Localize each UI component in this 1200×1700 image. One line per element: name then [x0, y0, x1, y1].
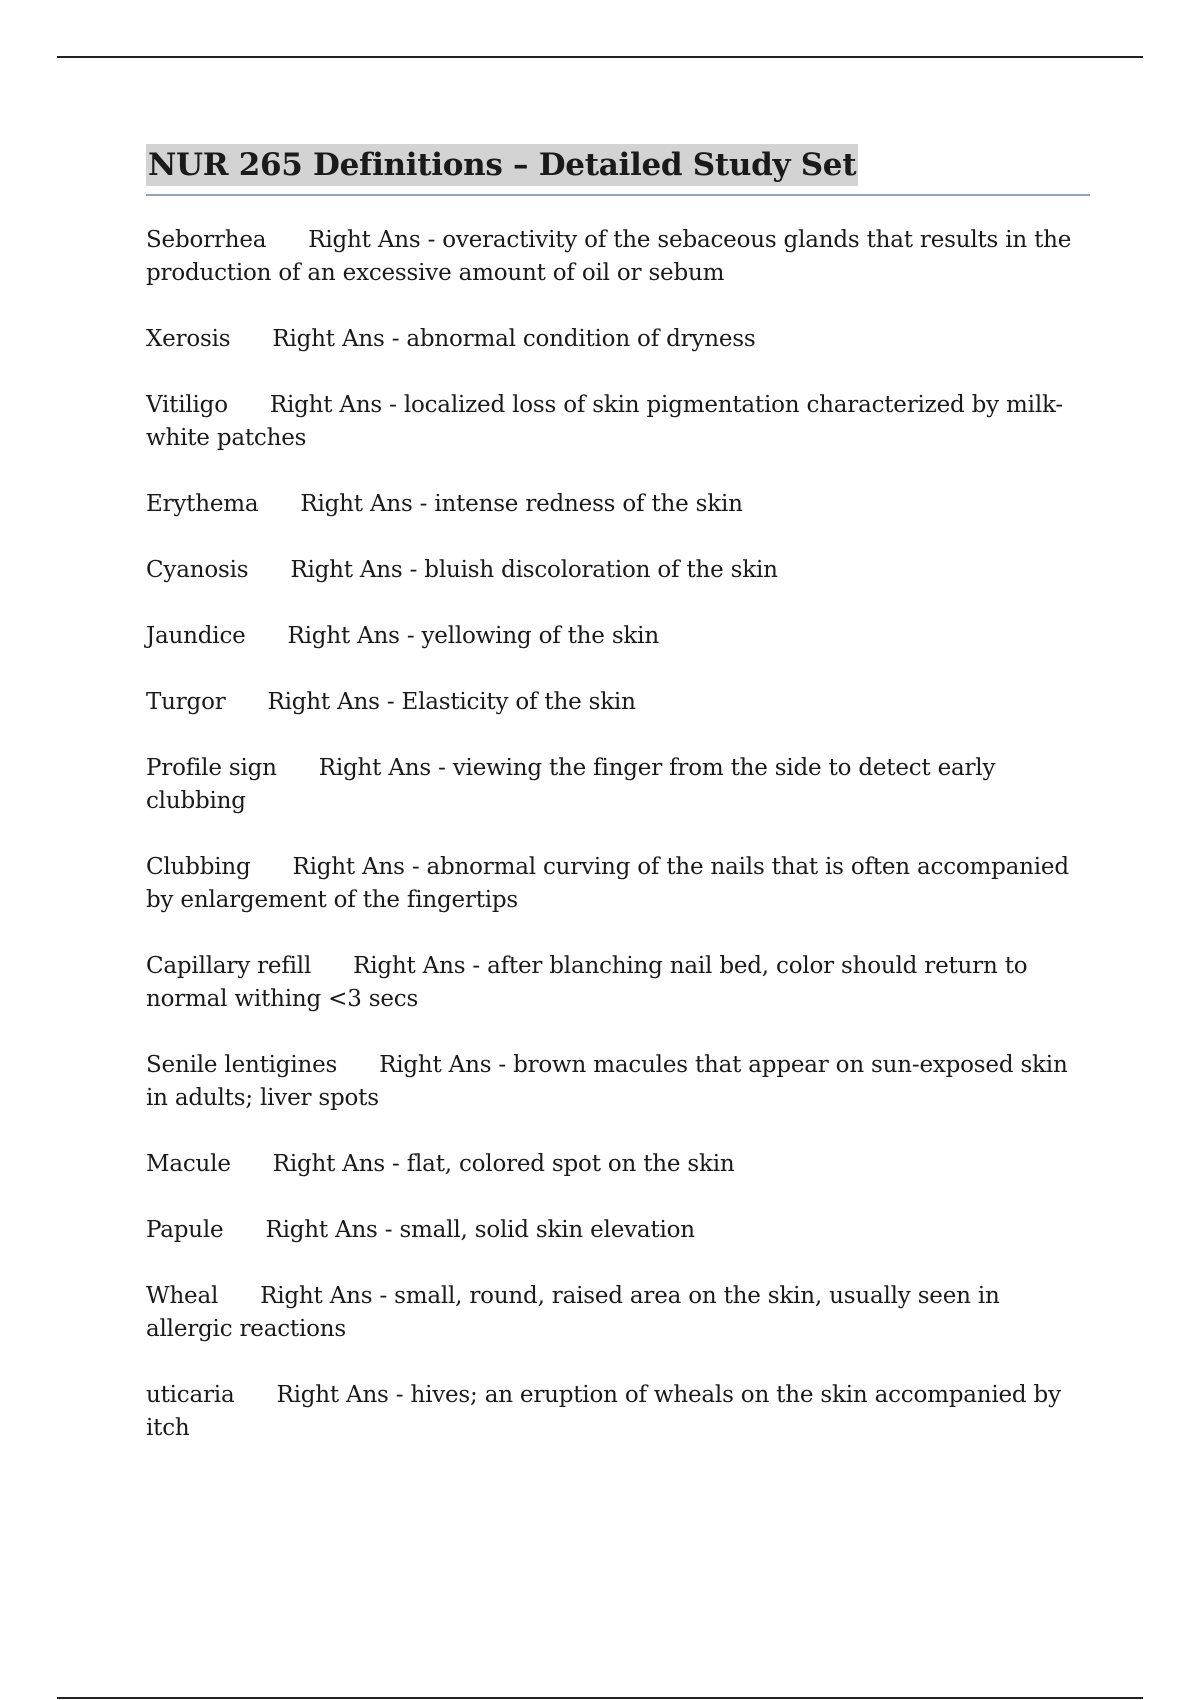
definition-term: Macule	[146, 1151, 231, 1177]
definition-term: Erythema	[146, 491, 259, 517]
definition-answer: Right Ans - viewing the finger from the side to detect early clubbing	[146, 755, 996, 814]
definition-term: Wheal	[146, 1283, 219, 1309]
definition-answer: Right Ans - hives; an eruption of wheals on the skin accompanied by itch	[146, 1382, 1061, 1441]
definition-term: Capillary refill	[146, 953, 312, 979]
definition-term: Papule	[146, 1217, 224, 1243]
definition-entry	[146, 1148, 1090, 1181]
title-block	[146, 144, 1090, 196]
definition-term: Xerosis	[146, 326, 231, 352]
definition-answer: Right Ans - after blanching nail bed, color should return to normal withing <3 secs	[146, 953, 1028, 1012]
definition-answer: Right Ans - abnormal condition of dryness	[272, 326, 756, 352]
page-top-rule	[57, 56, 1143, 58]
definition-term: Profile sign	[146, 755, 277, 781]
definition-answer: Right Ans - yellowing of the skin	[287, 623, 659, 649]
definition-answer: Right Ans - localized loss of skin pigmentation characterized by milk-white patches	[146, 392, 1063, 451]
definition-entry	[146, 389, 1090, 455]
definition-entry	[146, 1049, 1090, 1115]
definition-entry	[146, 323, 1090, 356]
definition-entry	[146, 620, 1090, 653]
definition-answer: Right Ans - bluish discoloration of the skin	[290, 557, 778, 583]
definition-entry	[146, 554, 1090, 587]
definition-term: Cyanosis	[146, 557, 249, 583]
definition-answer: Right Ans - small, round, raised area on the skin, usually seen in allergic reactions	[146, 1283, 1000, 1342]
definition-answer: Right Ans - intense redness of the skin	[300, 491, 743, 517]
definition-entry	[146, 1379, 1090, 1445]
definition-term: Senile lentigines	[146, 1052, 338, 1078]
definition-entry	[146, 488, 1090, 521]
definition-term: Seborrhea	[146, 227, 267, 253]
definition-term: uticaria	[146, 1382, 235, 1408]
definition-term: Jaundice	[146, 623, 246, 649]
definition-answer: Right Ans - overactivity of the sebaceous glands that results in the production of an excessive amount of oil or sebum	[146, 227, 1072, 286]
definition-answer: Right Ans - small, solid skin elevation	[265, 1217, 695, 1243]
definition-entry	[146, 224, 1090, 290]
document-title: NUR 265 Definitions – Detailed Study Set	[146, 144, 858, 186]
definition-entry	[146, 851, 1090, 917]
page-bottom-rule	[57, 1697, 1143, 1699]
definition-answer: Right Ans - Elasticity of the skin	[267, 689, 636, 715]
definition-entry	[146, 1280, 1090, 1346]
definition-answer: Right Ans - flat, colored spot on the skin	[272, 1151, 735, 1177]
definition-entry	[146, 1214, 1090, 1247]
document-body	[146, 144, 1090, 1478]
definition-answer: Right Ans - brown macules that appear on sun-exposed skin in adults; liver spots	[146, 1052, 1068, 1111]
definition-term: Vitiligo	[146, 392, 228, 418]
definition-term: Clubbing	[146, 854, 251, 880]
definition-entry	[146, 686, 1090, 719]
definition-entry	[146, 950, 1090, 1016]
definition-term: Turgor	[146, 689, 226, 715]
definition-entry	[146, 752, 1090, 818]
definition-answer: Right Ans - abnormal curving of the nails that is often accompanied by enlargement of the fingertips	[146, 854, 1069, 913]
